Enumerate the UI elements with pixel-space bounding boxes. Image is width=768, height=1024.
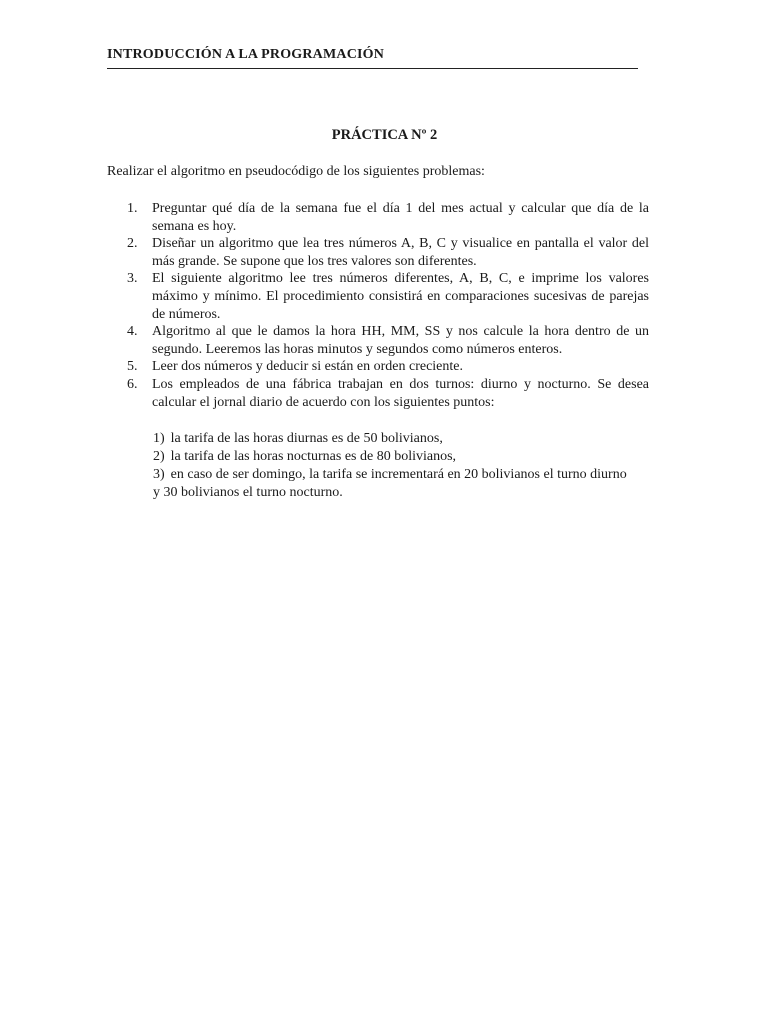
point-number: 3) [153,467,165,482]
problem-number: 5. [127,359,138,375]
practice-title: PRÁCTICA Nº 2 [331,127,438,143]
problem-text: Preguntar qué día de la semana fue el día 1 del mes actual y calcular que día de la semana es hoy. [152,201,649,234]
problem-number: 4. [127,324,138,340]
intro-text: Realizar el algoritmo en pseudocódigo de los siguientes problemas: [107,164,485,179]
problem-text: Diseñar un algoritmo que lea tres números A, B, C y visualice en pantalla el valor del más grande. Se supone que los tres valores son diferentes. [152,236,649,269]
point-text: la tarifa de las horas diurnas es de 50 bolivianos, [170,431,443,446]
tariff-points-list [153,430,633,502]
problem-number: 3. [127,271,138,287]
point-number: 1) [153,431,165,446]
tariff-point [153,430,633,448]
point-text: en caso de ser domingo, la tarifa se incrementará en 20 bolivianos el turno diurno y 30 bolivianos el turno nocturno. [153,467,627,500]
problem-number: 2. [127,236,138,252]
point-text: la tarifa de las horas nocturnas es de 80 bolivianos, [170,449,457,464]
problem-item [127,270,649,323]
problem-item [127,358,649,376]
page-header [107,46,638,69]
tariff-point [153,466,633,502]
problem-text: Los empleados de una fábrica trabajan en dos turnos: diurno y nocturno. Se desea calcular el jornal diario de acuerdo con los siguientes puntos: [152,376,649,410]
problem-item [127,376,649,411]
course-title: INTRODUCCIÓN A LA PROGRAMACIÓN [107,47,385,62]
problem-number: 6. [127,376,138,392]
point-number: 2) [153,449,165,464]
problem-text: Algoritmo al que le damos la hora HH, MM, SS y nos calcule la hora dentro de un segundo. Leeremos las horas minutos y segundos como números enteros. [152,324,649,357]
problem-list [127,200,649,411]
problem-item [127,235,649,270]
problem-text: Leer dos números y deducir si están en orden creciente. [152,359,463,375]
problem-item [127,323,649,358]
problem-text: El siguiente algoritmo lee tres números diferentes, A, B, C, e imprime los valores máximo y mínimo. El procedimiento consistirá en comparaciones sucesivas de parejas de números. [152,271,649,322]
problem-number: 1. [127,201,138,216]
tariff-point [153,448,633,466]
problem-item [127,200,649,235]
